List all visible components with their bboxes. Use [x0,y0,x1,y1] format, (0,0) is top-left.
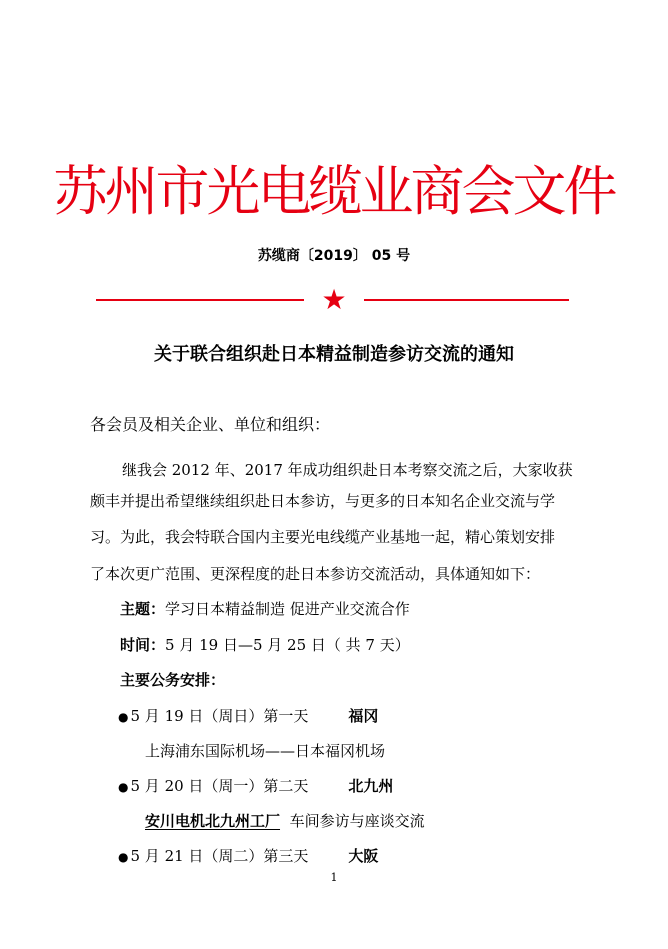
schedule-detail [145,810,425,832]
time-value: 5 月 19 日—5 月 25 日（ 共 7 天） [165,636,410,654]
schedule-day [118,775,393,798]
schedule-date: 5 月 20 日（周一）第二天 [130,777,309,795]
theme-value: 学习日本精益制造 促进产业交流合作 [165,600,410,618]
schedule-date: 5 月 21 日（周二）第三天 [130,847,309,865]
document-number: 苏缆商〔2019〕 05 号 [257,248,411,264]
schedule-day [118,705,378,728]
schedule-detail-text: 车间参访与座谈交流 [289,812,425,830]
star-icon: ★ [321,283,347,316]
time-label: 时间： [120,636,166,654]
time-line [120,634,410,656]
schedule-detail: 上海浦东国际机场——日本福冈机场 [145,742,386,760]
organization-header: 苏州市光电缆业商会文件 [53,160,615,223]
schedule-city: 北九州 [348,777,394,795]
paragraph-line: 了本次更广范围、更深程度的赴日本参访交流活动，具体通知如下： [90,565,541,583]
paragraph-line: 习。为此，我会特联合国内主要光电线缆产业基地一起，精心策划安排 [90,528,556,546]
paragraph-line: 继我会 2012 年、2017 年成功组织赴日本考察交流之后，大家收获 [122,461,573,479]
notice-title: 关于联合组织赴日本精益制造参访交流的通知 [154,344,514,365]
bullet-icon: ● [118,710,129,724]
schedule-city: 福冈 [348,707,379,725]
salutation: 各会员及相关企业、单位和组织： [90,415,331,434]
schedule-day [118,845,378,868]
schedule-label: 主要公务安排： [120,671,226,689]
page-number: 1 [330,871,338,884]
header-rule-right [364,299,569,301]
schedule-city: 大阪 [348,847,379,865]
header-rule-left [96,299,304,301]
factory-name: 安川电机北九州工厂 [145,812,281,830]
bullet-icon: ● [118,850,129,864]
bullet-icon: ● [118,780,129,794]
schedule-date: 5 月 19 日（周日）第一天 [130,707,309,725]
theme-label: 主题： [120,600,166,618]
theme-line [120,598,410,620]
paragraph-line: 颇丰并提出希望继续组织赴日本参访，与更多的日本知名企业交流与学 [90,492,556,510]
